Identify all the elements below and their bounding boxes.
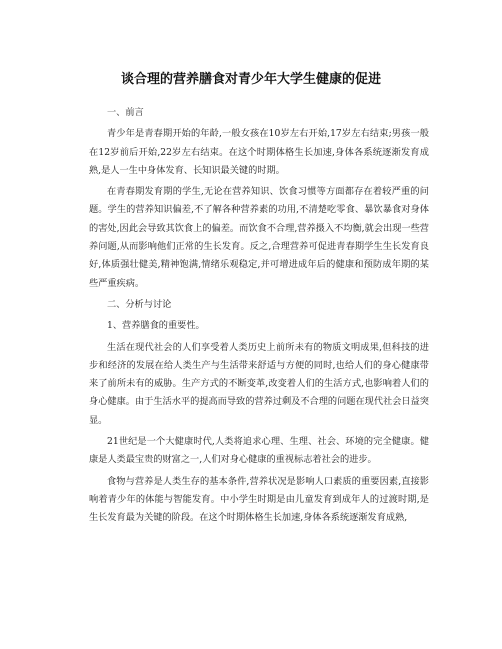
paragraph: 21世纪是一个大健康时代,人类将追求心理、生理、社会、环境的完全健康。健康是人类最宝贵的财富之一,人们对身心健康的重视标志着社会的进步。 (89, 436, 429, 466)
paragraph: 食物与营养是人类生存的基本条件,营养状况是影响人口素质的重要因素,直接影响着青少年的体能与智能发育。中小学生时期是由儿童发育到成年人的过渡时期,是生长发育最为关键的阶段。在这个时期体格生长加速,身体各系统逐渐发育成熟, (89, 475, 429, 524)
section-heading-intro: 一、前言 (107, 107, 144, 118)
section-heading-analysis: 二、分析与讨论 (107, 298, 172, 310)
document-body (89, 104, 429, 531)
paragraph: 在青春期发育期的学生,无论在营养知识、饮食习惯等方面都存在着较严重的问题。学生的营养知识偏差,不了解各种营养素的功用,不清楚吃零食、暴饮暴食对身体的害处,因此会导致其饮食上的偏差。而饮食不合理,营养摄入不均衡,就会出现一些营养问题,从而影响他们正常的生长发育。反之,合理营养可促进青春期学生生长发育良好,体质强壮健美,精神饱满,情绪乐观稳定,并可增进成年后的健康和预防成年期的某些严重疾病。 (89, 186, 429, 289)
subsection-heading: 1、营养膳食的重要性。 (107, 320, 205, 332)
paragraph: 青少年是青春期开始的年龄,一般女孩在10岁左右开始,17岁左右结束;男孩一般在12岁前后开始,22岁左右结束。在这个时期体格生长加速,身体各系统逐渐发育成熟,是人一生中身体发育、长知识最关键的时期。 (89, 128, 429, 176)
paragraph: 生活在现代社会的人们享受着人类历史上前所未有的物质文明成果,但科技的进步和经济的发展在给人类生产与生活带来舒适与方便的同时,也给人们的身心健康带来了前所未有的威胁。生产方式的不断变革,改变着人们的生活方式,也影响着人们的身心健康。由于生活水平的提高而导致的营养过剩及不合理的问题在现代社会日益突显。 (89, 341, 429, 426)
document-title: 谈合理的营养膳食对青少年大学生健康的促进 (120, 72, 381, 87)
